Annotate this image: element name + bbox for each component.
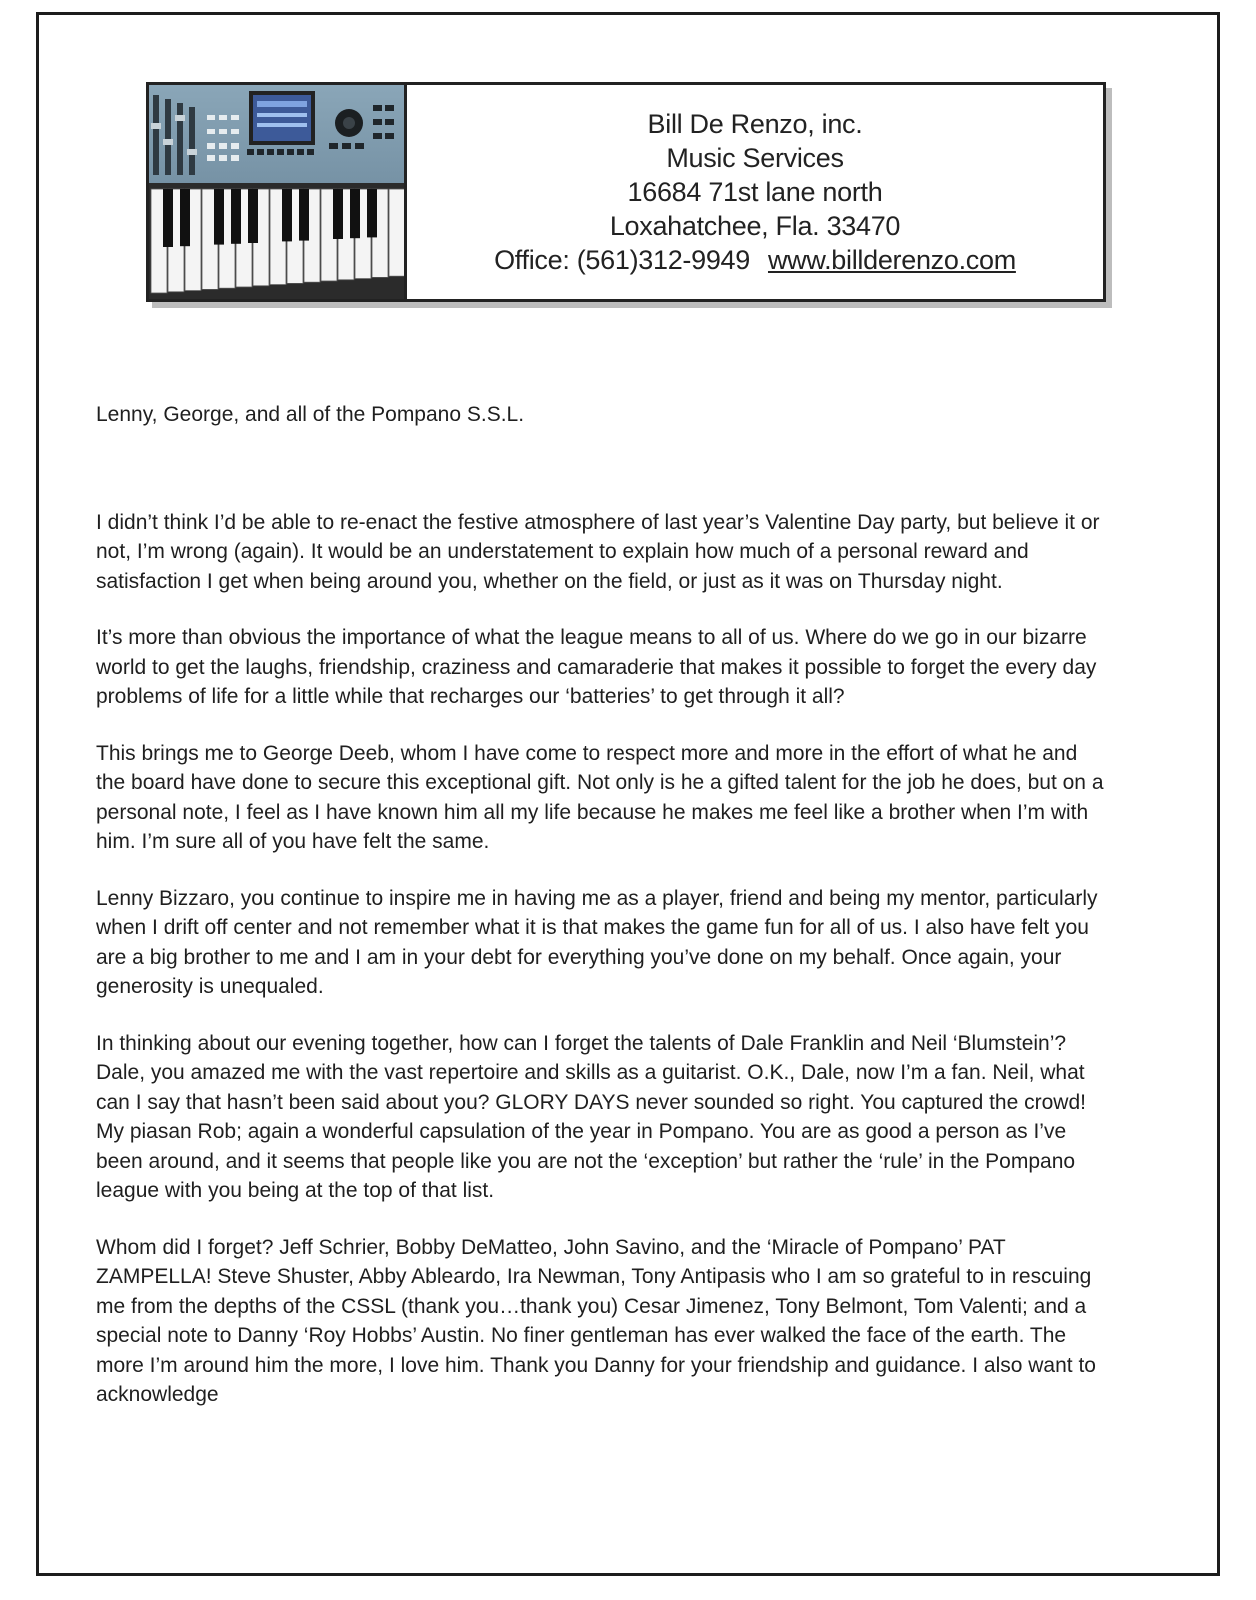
black-key	[350, 189, 360, 238]
black-key	[163, 189, 173, 247]
contact-line	[494, 243, 1016, 277]
letter-body	[96, 400, 1106, 1437]
letterhead-text	[407, 85, 1103, 299]
company-name: Bill De Renzo, inc.	[647, 109, 863, 139]
paragraph-5: In thinking about our evening together, how can I forget the talents of Dale Franklin and Neil ‘Blumstein’? Dale, you amazed me with the vast repertoire and skills as a guitarist. O.K., Dale, now I’m a fan. Neil, what can I say that hasn’t been said about you? GLORY DAYS never sounded so right. You captured the crowd! My piasan Rob; again a wonderful capsulation of the year in Pompano. You are as good a person as I’ve been around, and it seems that people like you are not the ‘exception’ but rather the ‘rule’ in the Pompano league with you being at the top of that list.	[96, 1031, 1086, 1202]
white-key	[389, 189, 404, 276]
paragraph-1: I didn’t think I’d be able to re-enact the festive atmosphere of last year’s Valentine Day party, but believe it or not, I’m wrong (again). It would be an understatement to explain how much of a personal reward and satisfaction I get when being around you, whether on the field, or just as it was on Thursday night.	[96, 510, 1100, 593]
black-key	[299, 189, 309, 241]
letterhead	[146, 82, 1106, 302]
paragraph-4: Lenny Bizzaro, you continue to inspire me in having me as a player, friend and being my mentor, particularly when I drift off center and not remember what it is that makes the game fun for all of us. I also have felt you are a big brother to me and I am in your debt for everything you’ve done on my behalf. Once again, your generosity is unequaled.	[96, 886, 1098, 998]
black-key	[333, 189, 343, 239]
paragraph-2: It’s more than obvious the importance of what the league means to all of us. Where do we go in our bizarre world to get the laughs, friendship, craziness and camaraderie that makes it possible to forget the every day problems of life for a little while that recharges our ‘batteries’ to get through it all?	[96, 626, 1097, 708]
street-address: 16684 71st lane north	[627, 177, 883, 207]
black-key	[231, 189, 241, 244]
salutation: Lenny, George, and all of the Pompano S.S.L.	[96, 403, 525, 426]
office-phone: Office: (561)312-9949	[494, 245, 750, 275]
black-key	[180, 189, 190, 246]
keyboard-image	[149, 85, 404, 299]
paragraph-6: Whom did I forget? Jeff Schrier, Bobby DeMatteo, John Savino, and the ‘Miracle of Pompano’ PAT ZAMPELLA! Steve Shuster, Abby Ableardo, Ira Newman, Tony Antipasis who I am so grateful to in rescuing me from the depths of the CSSL (thank you…thank you) Cesar Jimenez, Tony Belmont, Tom Valenti; and a special note to Danny ‘Roy Hobbs’ Austin. No finer gentleman has ever walked the face of the earth. The more I’m around him the more, I love him. Thank you Danny for your friendship and guidance. I also want to acknowledge	[96, 1235, 1096, 1406]
keyboard-photo	[149, 85, 407, 299]
website-link[interactable]: www.billderenzo.com	[767, 245, 1016, 275]
paragraph-3: This brings me to George Deeb, whom I have come to respect more and more in the effort of what he and the board have done to secure this exceptional gift. Not only is he a gifted talent for the job he does, but on a personal note, I feel as I have known him all my life because he makes me feel like a brother when I’m with him. I’m sure all of you have felt the same.	[96, 741, 1104, 853]
black-key	[214, 189, 224, 245]
company-subtitle: Music Services	[666, 143, 844, 173]
city-address: Loxahatchee, Fla. 33470	[609, 211, 901, 241]
black-key	[248, 189, 258, 243]
black-key	[367, 189, 377, 237]
black-key	[282, 189, 292, 241]
